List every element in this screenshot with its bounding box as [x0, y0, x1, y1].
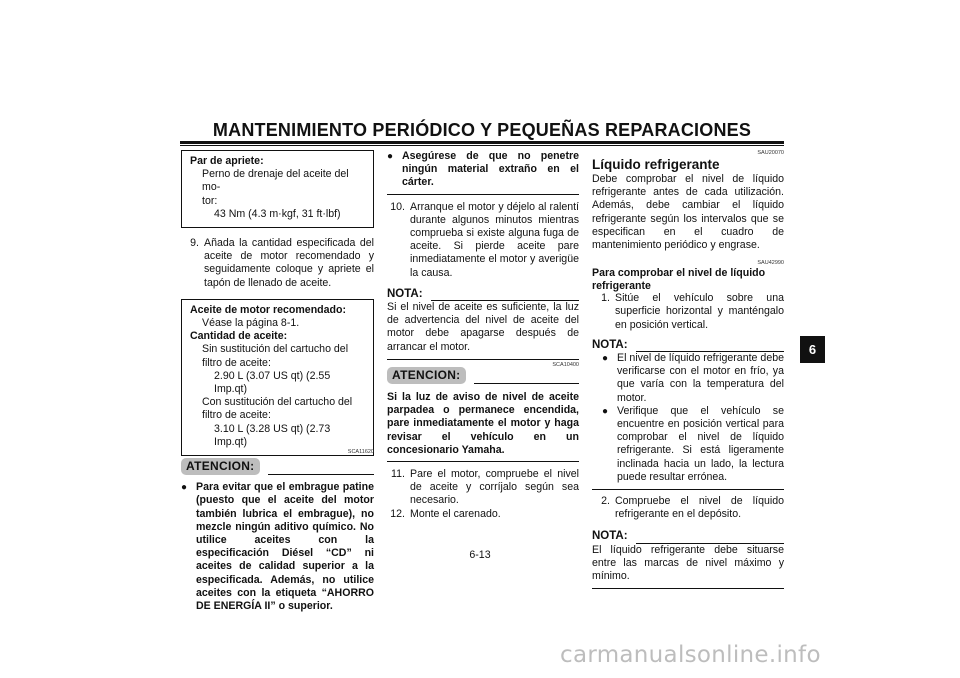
oil-with-filter-value: 3.10 L (3.28 US qt) (2.73 Imp.qt): [214, 422, 331, 448]
section-title: Líquido refrigerante: [592, 157, 720, 172]
bullet-text: Verifique que el vehículo se encuentre en posición vertical para comprobar el nivel de líquido refrigerante. Si está ligeramente inclinada hacia un lado, la lectura puede resultar errónea.: [617, 404, 784, 483]
page-number: 6-13: [469, 549, 491, 561]
bullet-icon: ●: [602, 353, 609, 365]
bullet-text: El nivel de líquido refrigerante debe verificarse con el motor en frío, ya que varía con la temperatura del motor.: [617, 352, 784, 404]
nota-bullet: [592, 405, 784, 484]
step-number: 11.: [391, 468, 405, 481]
page-header-title: MANTENIMIENTO PERIÓDICO Y PEQUEÑAS REPARACIONES: [212, 120, 752, 140]
torque-line-2: tor:: [202, 194, 218, 207]
oil-heading-quantity: Cantidad de aceite:: [190, 330, 288, 343]
watermark: carmanualsonline.info: [560, 642, 821, 668]
step-number: 2.: [601, 495, 610, 508]
section-intro: Debe comprobar el nivel de líquido refrigerante antes de cada utilización. Además, debe cambiar el líquido refrigerante según los intervalos que se especifican en el cuadro de mantenimiento periódico y engrase.: [592, 173, 784, 252]
reference-code: SAU20070: [757, 150, 784, 156]
header-rule: [180, 141, 784, 144]
torque-spec-box: [181, 150, 374, 228]
reference-code: SCA11620: [347, 449, 374, 456]
chapter-tab: 6: [800, 336, 825, 363]
atencion-badge: ATENCION:: [181, 458, 260, 475]
bullet-icon: ●: [602, 405, 609, 417]
nota-header: [387, 288, 579, 301]
bullet-icon: ●: [181, 482, 188, 494]
column-1: [181, 150, 374, 613]
step-2: [592, 495, 784, 521]
section-end-rule: [592, 588, 784, 589]
nota-label: NOTA:: [387, 287, 423, 300]
torque-value: 43 Nm (4.3 m·kgf, 31 ft·lbf): [214, 207, 341, 220]
section-end-rule: [387, 359, 579, 360]
oil-with-filter-label: Con sustitución del cartucho del filtro de aceite:: [202, 396, 353, 422]
step-text: Sitúe el vehículo sobre una superficie horizontal y manténgalo en posición vertical.: [615, 292, 784, 331]
atencion-header: [181, 458, 374, 475]
atencion-header: [387, 367, 579, 384]
step-11: [387, 468, 579, 508]
step-1: [592, 292, 784, 332]
nota-text: El líquido refrigerante debe situarse entre las marcas de nivel máximo y mínimo.: [592, 543, 784, 583]
step-text: Añada la cantidad especificada del aceite de motor recomendado y seguidamente coloque y apriete el tapón de llenado de aceite.: [204, 237, 374, 289]
oil-reference: Véase la página 8-1.: [202, 317, 300, 330]
torque-line-1: Perno de drenaje del aceite del mo-: [202, 168, 349, 194]
step-text: Pare el motor, compruebe el nivel de aceite y corríjalo según sea necesario.: [410, 468, 579, 507]
nota-header: [592, 339, 784, 352]
nota-text: Si el nivel de aceite es suficiente, la luz de advertencia del nivel de aceite del motor debe apagarse después de arrancar el motor.: [387, 301, 579, 353]
step-number: 10.: [390, 200, 405, 213]
oil-without-filter-label: Sin sustitución del cartucho del filtro de aceite:: [202, 343, 349, 369]
subsection-title: Para comprobar el nivel de líquido refrigerante: [592, 267, 766, 292]
step-10: [387, 201, 579, 280]
header-rule-thin: [180, 145, 784, 146]
nota-header: [592, 530, 784, 543]
step-text: Arranque el motor y déjelo al ralentí durante algunos minutos mientras comprueba si existe alguna fuga de aceite. Si pierde aceite pare inmediatamente el motor y averigüe la causa.: [410, 200, 579, 279]
nota-label: NOTA:: [592, 530, 628, 543]
step-number: 9.: [190, 237, 199, 250]
bullet-text: Para evitar que el embrague patine (puesto que el aceite del motor también lubrica el embrague), no mezcle ningún aditivo químico. No utilice aceites con la especificación Diésel “CD” ni aceites de calidad superior a la especificada. Además, no utilice aceites con la etiqueta “AHORRO DE ENERGÍA II” o superior.: [196, 481, 374, 613]
step-text: Compruebe el nivel de líquido refrigerante en el depósito.: [615, 495, 784, 521]
reference-code: SAU42990: [757, 260, 784, 267]
step-number: 1.: [601, 292, 610, 305]
nota-bullet: [592, 352, 784, 405]
atencion-rule: [268, 474, 374, 475]
oil-spec-box: [181, 299, 374, 456]
step-9: [181, 237, 374, 290]
reference-code: SCA10400: [552, 361, 579, 368]
bullet-icon: ●: [387, 151, 394, 162]
oil-heading-recommended: Aceite de motor recomendado:: [190, 303, 346, 316]
step-number: 12.: [390, 507, 405, 520]
step-12: [387, 508, 579, 521]
torque-heading: Par de apriete:: [190, 155, 264, 167]
column-3: [592, 150, 784, 589]
step-text: Monte el carenado.: [410, 507, 501, 520]
nota-label: NOTA:: [592, 338, 628, 351]
atencion-text: Si la luz de aviso de nivel de aceite parpadea o permanece encendida, pare inmediatamente el motor y haga revisar el vehículo en un concesionario Yamaha.: [387, 391, 579, 456]
atencion-rule: [474, 383, 579, 384]
atencion-bullet-continued: [387, 150, 579, 190]
column-2: [387, 150, 579, 521]
atencion-badge: ATENCION:: [387, 367, 466, 384]
oil-without-filter-value: 2.90 L (3.07 US qt) (2.55 Imp.qt): [214, 369, 331, 396]
atencion-bullet: [181, 481, 374, 613]
bullet-text: Asegúrese de que no penetre ningún material extraño en el cárter.: [402, 150, 579, 189]
